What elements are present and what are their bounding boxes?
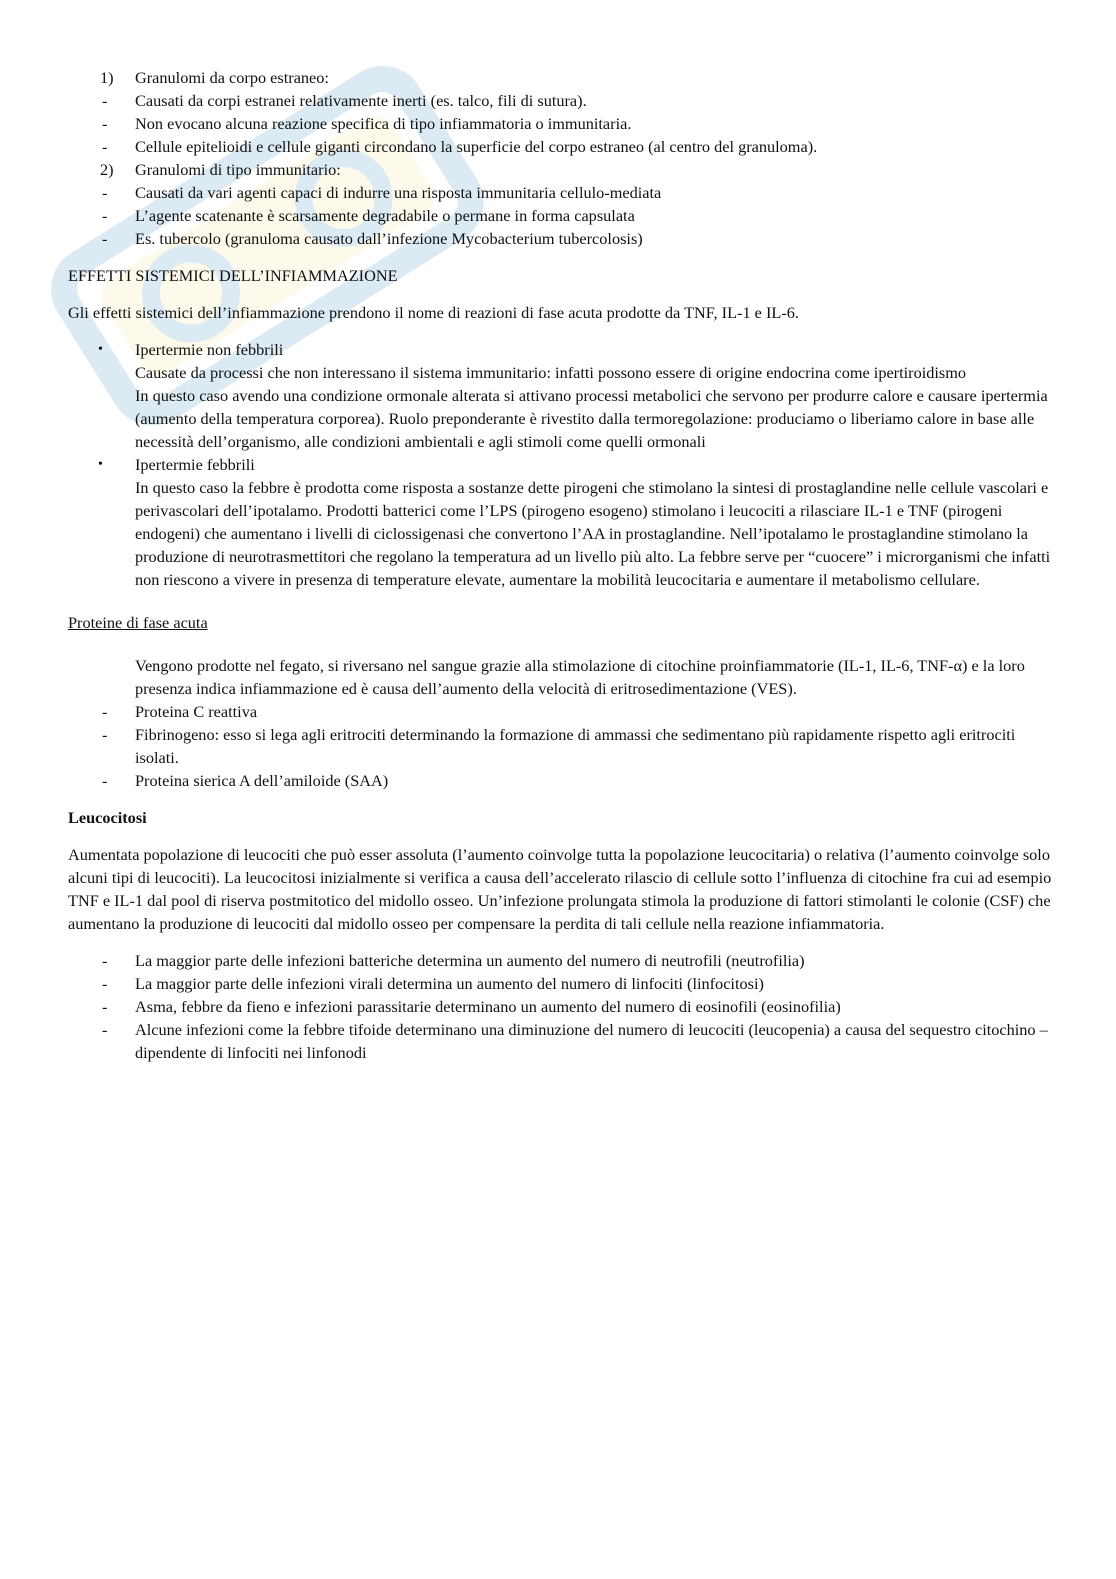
list-item: - Es. tubercolo (granuloma causato dall’infezione Mycobacterium tubercolosis) <box>102 229 643 248</box>
bullet-icon: • <box>98 457 103 472</box>
section-title-effetti: EFFETTI SISTEMICI DELL’INFIAMMAZIONE <box>68 266 398 285</box>
list-item: - La maggior parte delle infezioni batteriche determina un aumento del numero di neutrofili (neutrofilia) <box>102 951 805 970</box>
list-item: - La maggior parte delle infezioni virali determina un aumento del numero di linfociti (linfocitosi) <box>102 974 764 993</box>
list-item: - Causati da vari agenti capaci di indurre una risposta immunitaria cellulo-mediata <box>102 183 662 202</box>
list-item: 2) Granulomi di tipo immunitario: <box>100 160 341 179</box>
list-item: - Proteina sierica A dell’amiloide (SAA) <box>102 771 389 790</box>
list-item: - Asma, febbre da fieno e infezioni parassitarie determinano un aumento del numero di eosinofili (eosinofilia) <box>102 997 841 1016</box>
paragraph-leucocitosi-intro: Aumentata popolazione di leucociti che può esser assoluta (l’aumento coinvolge tutta la popolazione leucocitaria) o relativa (l’aumento coinvolge solo alcuni tipi di leucociti). La leucocitosi inizialmente si verifica a causa dell’accelerato rilascio di cellule sotto l’influenza di citochine fra cui ad esempio TNF e IL-1 dal pool di riserva postmitotico del midollo osseo. Un’infezione prolungata stimola la produzione di fattori stimolanti le colonie (CSF) che aumentano la produzione di leucociti dal midollo osseo per compensare la perdita di tali cellule nella reazione infiammatoria. <box>68 845 1052 933</box>
paragraph-proteine-intro: Vengono prodotte nel fegato, si riversano nel sangue grazie alla stimolazione di citochine proinfiammatorie (IL-1, IL-6, TNF-α) e la loro presenza indica infiammazione ed è causa dell’aumento della velocità di eritrosedimentazione (VES). <box>135 656 1025 698</box>
list-item: 1) Granulomi da corpo estraneo: <box>100 68 329 87</box>
bullet-body: In questo caso avendo una condizione ormonale alterata si attivano processi metabolici che servono per produrre calore e causare ipertermia (aumento della temperatura corporea). Ruolo preponderante è rivestito dalla termoregolazione: produciamo o liberiamo calore in base alle necessità dell’organismo, alle condizioni ambientali e agli stimoli come quelli ormonali <box>135 386 1048 451</box>
leucocitosi-list <box>68 949 1053 1064</box>
bullet-item: • Ipertermie non febbrili <box>68 338 1053 361</box>
list-item: - Alcune infezioni come la febbre tifoide determinano una diminuzione del numero di leucociti (leucopenia) a causa del sequestro citochino – dipendente di linfociti nei linfonodi <box>102 1020 1048 1062</box>
proteine-list <box>68 700 1053 792</box>
bullet-body: Causate da processi che non interessano il sistema immunitario: infatti possono essere di origine endocrina come ipertiroidismo <box>135 363 967 382</box>
paragraph-effetti-intro: Gli effetti sistemici dell’infiammazione prendono il nome di reazioni di fase acuta prodotte da TNF, IL-1 e IL-6. <box>68 303 799 322</box>
bullet-item: • Ipertermie febbrili <box>68 453 1053 476</box>
list-item: - Causati da corpi estranei relativamente inerti (es. talco, fili di sutura). <box>102 91 587 110</box>
list-item: - Cellule epitelioidi e cellule giganti circondano la superficie del corpo estraneo (al centro del granuloma). <box>102 137 818 156</box>
section-title-leucocitosi: Leucocitosi <box>68 808 147 827</box>
bullet-icon: • <box>98 342 103 357</box>
list-item: - Fibrinogeno: esso si lega agli eritrociti determinando la formazione di ammassi che sedimentano più rapidamente rispetto agli eritrociti isolati. <box>102 725 1016 767</box>
list-item: - Non evocano alcuna reazione specifica di tipo infiammatoria o immunitaria. <box>102 114 632 133</box>
list-item: - L’agente scatenante è scarsamente degradabile o permane in forma capsulata <box>102 206 635 225</box>
bullet-body: In questo caso la febbre è prodotta come risposta a sostanze dette pirogeni che stimolano la sintesi di prostaglandine nelle cellule vascolari e perivascolari dell’ipotalamo. Prodotti batterici come l’LPS (pirogeno esogeno) stimolano i leucociti a rilasciare IL-1 e TNF (pirogeni endogeni) che aumentano i livelli di ciclossigenasi che convertono l’AA in prostaglandine. Nell’ipotalamo le prostaglandine stimolano la produzione di neurotrasmettitori che regolano la temperatura ad un livello più alto. La febbre serve per “cuocere” i microrganismi che infatti non riescono a vivere in presenza di temperature elevate, aumentare la mobilità leucocitaria e aumentare il metabolismo cellulare. <box>135 478 1051 589</box>
effetti-bullets <box>68 338 1053 591</box>
granulomi-list <box>68 66 1053 250</box>
list-item: - Proteina C reattiva <box>102 702 258 721</box>
section-title-proteine: Proteine di fase acuta <box>68 613 208 632</box>
document-page <box>68 66 1053 1064</box>
